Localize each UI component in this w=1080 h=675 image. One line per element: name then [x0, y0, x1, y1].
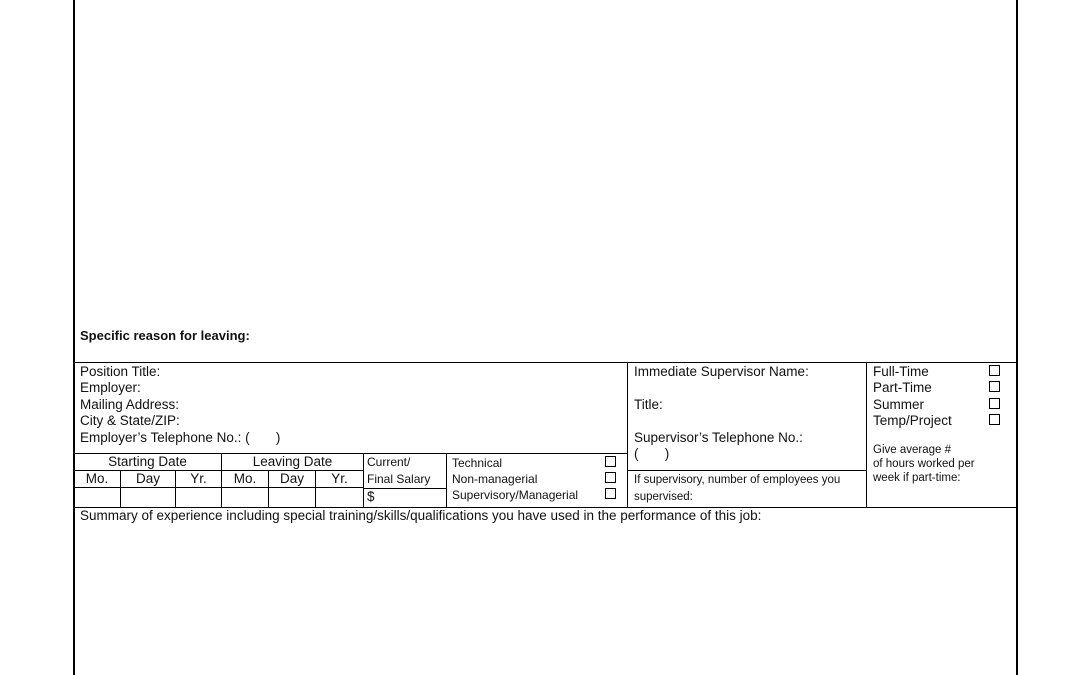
category-technical: Technical — [452, 456, 503, 470]
leave-year-col: Yr. — [331, 471, 348, 486]
divider-employer-supervisor — [627, 362, 628, 507]
salary-label-line1: Current/ — [367, 455, 411, 469]
non-managerial-checkbox[interactable] — [605, 472, 616, 483]
employer-label: Employer: — [80, 380, 141, 395]
salary-category-divider — [446, 453, 447, 507]
start-year-col: Yr. — [190, 471, 207, 486]
supervisory-managerial-checkbox[interactable] — [605, 488, 616, 499]
form-right-border — [1016, 0, 1018, 675]
city-state-zip-label: City & State/ZIP: — [80, 413, 180, 428]
divider-supervisor-type — [866, 362, 867, 507]
form-left-border — [73, 0, 75, 675]
summary-label: Summary of experience including special training/skills/qualifications you have used in the performance of this job: — [80, 508, 762, 523]
dates-vline-6 — [363, 453, 364, 507]
employment-type-part-time: Part-Time — [873, 380, 932, 395]
technical-checkbox[interactable] — [605, 456, 616, 467]
supervisor-phone-parens: ( ) — [634, 446, 670, 461]
full-time-checkbox[interactable] — [989, 365, 1000, 376]
summer-checkbox[interactable] — [989, 398, 1000, 409]
leave-month-col: Mo. — [233, 471, 257, 486]
leave-day-col: Day — [279, 471, 304, 486]
hours-note-line2: of hours worked per — [873, 458, 975, 470]
leaving-date-header: Leaving Date — [252, 454, 333, 469]
category-supervisory-managerial: Supervisory/Managerial — [452, 488, 579, 502]
hours-note-line3: week if part-time: — [873, 472, 961, 484]
start-day-col: Day — [135, 471, 160, 486]
starting-date-header: Starting Date — [108, 454, 187, 469]
employment-type-full-time: Full-Time — [873, 364, 929, 379]
mailing-address-label: Mailing Address: — [80, 397, 180, 412]
hours-note-line1: Give average # — [873, 444, 951, 456]
temp-project-checkbox[interactable] — [989, 414, 1000, 425]
supervisor-name-label: Immediate Supervisor Name: — [634, 364, 809, 379]
supervised-top-border — [627, 470, 866, 471]
salary-label-line2: Final Salary — [367, 472, 431, 486]
employer-telephone-label: Employer’s Telephone No.: ( ) — [80, 430, 281, 445]
supervised-label-line2: supervised: — [634, 491, 693, 503]
part-time-checkbox[interactable] — [989, 381, 1000, 392]
start-month-col: Mo. — [85, 471, 109, 486]
salary-field-top — [363, 488, 446, 489]
supervisor-title-label: Title: — [634, 397, 663, 412]
employment-type-summer: Summer — [873, 397, 925, 412]
employment-type-temp-project: Temp/Project — [873, 413, 952, 428]
supervised-label-line1: If supervisory, number of employees you — [634, 474, 841, 486]
reason-for-leaving-label: Specific reason for leaving: — [80, 328, 250, 343]
salary-currency: $ — [367, 489, 375, 504]
category-non-managerial: Non-managerial — [452, 472, 538, 486]
reason-bottom-border — [73, 362, 1018, 363]
position-title-label: Position Title: — [80, 364, 161, 379]
supervisor-telephone-label: Supervisor’s Telephone No.: — [634, 430, 803, 445]
